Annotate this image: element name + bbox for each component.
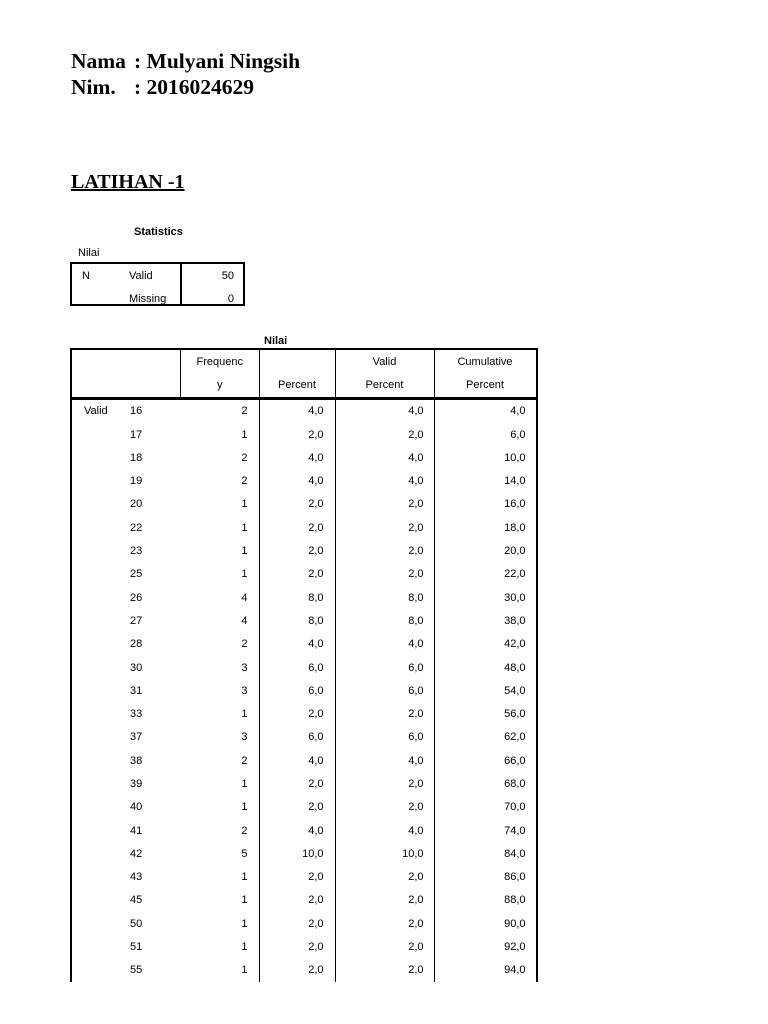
valid-percent-cell: 8,0 xyxy=(335,609,434,632)
frequency-cell: 1 xyxy=(181,493,260,516)
frequency-caption: Nilai xyxy=(264,335,288,347)
group-label-cell xyxy=(71,679,130,702)
statistics-missing-value: 0 xyxy=(227,293,234,305)
statistics-caption: Statistics xyxy=(134,226,183,238)
table-row xyxy=(71,819,537,842)
table-row xyxy=(71,935,537,958)
value-cell: 17 xyxy=(130,428,143,441)
percent-cell: 2,0 xyxy=(259,563,335,586)
cumulative-percent-cell: 74,0 xyxy=(434,819,537,842)
percent-cell: 2,0 xyxy=(259,866,335,889)
percent-cell: 10,0 xyxy=(259,842,335,865)
cumulative-percent-cell: 48,0 xyxy=(434,656,537,679)
cumulative-percent-cell: 10,0 xyxy=(434,446,537,469)
statistics-valid-value: 50 xyxy=(221,270,234,282)
percent-cell: 2,0 xyxy=(259,539,335,562)
name-value: : Mulyani Ningsih xyxy=(134,49,301,73)
cumulative-percent-cell: 14,0 xyxy=(434,469,537,492)
group-label-cell xyxy=(71,819,130,842)
group-label-cell xyxy=(71,959,130,982)
table-row xyxy=(71,609,537,632)
percent-cell: 8,0 xyxy=(259,609,335,632)
frequency-cell: 2 xyxy=(181,819,260,842)
percent-cell: 6,0 xyxy=(259,656,335,679)
valid-percent-cell: 2,0 xyxy=(335,935,434,958)
header-cumulative-2: Percent xyxy=(434,373,537,398)
table-row xyxy=(71,959,537,982)
cumulative-percent-cell: 84,0 xyxy=(434,842,537,865)
value-cell: 23 xyxy=(130,545,143,558)
header-cumulative-1: Cumulative xyxy=(434,349,537,373)
name-label: Nama xyxy=(71,49,126,73)
group-label-valid: Valid xyxy=(71,398,130,423)
valid-percent-cell: 4,0 xyxy=(335,749,434,772)
value-cell: 33 xyxy=(130,708,143,721)
cumulative-percent-cell: 18,0 xyxy=(434,516,537,539)
group-label-cell xyxy=(71,516,130,539)
valid-percent-cell: 4,0 xyxy=(335,398,434,423)
statistics-variable: Nilai xyxy=(78,247,100,259)
group-label-cell xyxy=(71,726,130,749)
frequency-cell: 4 xyxy=(181,609,260,632)
percent-cell: 2,0 xyxy=(259,935,335,958)
frequency-cell: 1 xyxy=(181,796,260,819)
valid-percent-cell: 4,0 xyxy=(335,819,434,842)
frequency-table xyxy=(70,348,538,982)
value-cell: 19 xyxy=(130,475,143,488)
value-cell: 51 xyxy=(130,941,143,954)
table-row xyxy=(71,702,537,725)
percent-cell: 2,0 xyxy=(259,516,335,539)
statistics-valid-label: Valid xyxy=(129,270,153,282)
group-label-cell xyxy=(71,656,130,679)
table-row xyxy=(71,398,537,423)
percent-cell: 4,0 xyxy=(259,398,335,423)
table-row xyxy=(71,563,537,586)
frequency-cell: 2 xyxy=(181,469,260,492)
table-row xyxy=(71,493,537,516)
header-empty-cell xyxy=(130,349,181,373)
percent-cell: 4,0 xyxy=(259,819,335,842)
valid-percent-cell: 6,0 xyxy=(335,656,434,679)
group-label-cell xyxy=(71,539,130,562)
table-row xyxy=(71,469,537,492)
table-row xyxy=(71,749,537,772)
valid-percent-cell: 4,0 xyxy=(335,469,434,492)
value-cell: 31 xyxy=(130,684,143,697)
value-cell: 45 xyxy=(130,894,143,907)
table-row xyxy=(71,656,537,679)
value-cell: 18 xyxy=(130,451,143,464)
table-row xyxy=(71,772,537,795)
header-empty-cell xyxy=(130,373,181,398)
value-cell: 27 xyxy=(130,614,143,627)
group-label-cell xyxy=(71,423,130,446)
statistics-table xyxy=(70,262,245,306)
group-label-cell xyxy=(71,889,130,912)
table-row xyxy=(71,423,537,446)
valid-percent-cell: 2,0 xyxy=(335,866,434,889)
valid-percent-cell: 4,0 xyxy=(335,446,434,469)
group-label-cell xyxy=(71,469,130,492)
valid-percent-cell: 2,0 xyxy=(335,772,434,795)
group-label-cell xyxy=(71,749,130,772)
frequency-cell: 2 xyxy=(181,633,260,656)
group-label-cell xyxy=(71,842,130,865)
value-cell: 20 xyxy=(130,498,143,511)
percent-cell: 6,0 xyxy=(259,679,335,702)
frequency-cell: 1 xyxy=(181,702,260,725)
cumulative-percent-cell: 30,0 xyxy=(434,586,537,609)
header-frequency-1: Frequenc xyxy=(181,349,260,373)
percent-cell: 6,0 xyxy=(259,726,335,749)
table-row xyxy=(71,889,537,912)
value-cell: 40 xyxy=(130,801,143,814)
value-cell: 39 xyxy=(130,777,143,790)
valid-percent-cell: 2,0 xyxy=(335,539,434,562)
table-row xyxy=(71,446,537,469)
cumulative-percent-cell: 20,0 xyxy=(434,539,537,562)
frequency-cell: 1 xyxy=(181,516,260,539)
percent-cell: 2,0 xyxy=(259,772,335,795)
table-row xyxy=(71,866,537,889)
value-cell: 37 xyxy=(130,731,143,744)
valid-percent-cell: 10,0 xyxy=(335,842,434,865)
cumulative-percent-cell: 88,0 xyxy=(434,889,537,912)
table-row xyxy=(71,516,537,539)
frequency-cell: 5 xyxy=(181,842,260,865)
cumulative-percent-cell: 92,0 xyxy=(434,935,537,958)
frequency-cell: 1 xyxy=(181,889,260,912)
cumulative-percent-cell: 6,0 xyxy=(434,423,537,446)
value-cell: 26 xyxy=(130,591,143,604)
cumulative-percent-cell: 70,0 xyxy=(434,796,537,819)
value-cell: 22 xyxy=(130,521,143,534)
group-label-cell xyxy=(71,446,130,469)
cumulative-percent-cell: 54,0 xyxy=(434,679,537,702)
group-label-cell xyxy=(71,493,130,516)
header-valid-percent-2: Percent xyxy=(335,373,434,398)
frequency-cell: 2 xyxy=(181,398,260,423)
cumulative-percent-cell: 4,0 xyxy=(434,398,537,423)
valid-percent-cell: 2,0 xyxy=(335,796,434,819)
valid-percent-cell: 6,0 xyxy=(335,679,434,702)
frequency-cell: 1 xyxy=(181,935,260,958)
cumulative-percent-cell: 16,0 xyxy=(434,493,537,516)
group-label-cell xyxy=(71,935,130,958)
value-cell: 28 xyxy=(130,638,143,651)
statistics-missing-label: Missing xyxy=(129,293,167,305)
header-empty-cell xyxy=(71,349,130,373)
cumulative-percent-cell: 62,0 xyxy=(434,726,537,749)
frequency-cell: 1 xyxy=(181,539,260,562)
value-cell: 38 xyxy=(130,754,143,767)
frequency-cell: 4 xyxy=(181,586,260,609)
valid-percent-cell: 2,0 xyxy=(335,493,434,516)
group-label-cell xyxy=(71,633,130,656)
frequency-cell: 2 xyxy=(181,749,260,772)
frequency-cell: 1 xyxy=(181,912,260,935)
valid-percent-cell: 2,0 xyxy=(335,423,434,446)
table-row xyxy=(71,912,537,935)
value-cell: 43 xyxy=(130,871,143,884)
valid-percent-cell: 6,0 xyxy=(335,726,434,749)
table-row xyxy=(71,539,537,562)
percent-cell: 2,0 xyxy=(259,423,335,446)
group-label-cell xyxy=(71,563,130,586)
header-percent: Percent xyxy=(259,373,335,398)
frequency-cell: 1 xyxy=(181,772,260,795)
value-cell: 55 xyxy=(130,964,143,977)
group-label-cell xyxy=(71,702,130,725)
nim-label: Nim. xyxy=(71,75,116,99)
percent-cell: 4,0 xyxy=(259,469,335,492)
percent-cell: 4,0 xyxy=(259,749,335,772)
percent-cell: 8,0 xyxy=(259,586,335,609)
value-cell: 50 xyxy=(130,917,143,930)
group-label-cell xyxy=(71,866,130,889)
name-row xyxy=(71,48,300,74)
cumulative-percent-cell: 42,0 xyxy=(434,633,537,656)
group-label-cell xyxy=(71,586,130,609)
table-row xyxy=(71,679,537,702)
percent-cell: 4,0 xyxy=(259,446,335,469)
header-percent-1 xyxy=(259,349,335,373)
percent-cell: 4,0 xyxy=(259,633,335,656)
cumulative-percent-cell: 56,0 xyxy=(434,702,537,725)
nim-row xyxy=(71,74,300,100)
header-row-1 xyxy=(71,349,537,373)
frequency-cell: 1 xyxy=(181,423,260,446)
header-frequency-2: y xyxy=(181,373,260,398)
header-empty-cell xyxy=(71,373,130,398)
frequency-cell: 2 xyxy=(181,446,260,469)
valid-percent-cell: 2,0 xyxy=(335,889,434,912)
table-row xyxy=(71,586,537,609)
group-label-cell xyxy=(71,609,130,632)
section-title: LATIHAN -1 xyxy=(71,171,185,193)
valid-percent-cell: 4,0 xyxy=(335,633,434,656)
frequency-cell: 1 xyxy=(181,563,260,586)
cumulative-percent-cell: 22,0 xyxy=(434,563,537,586)
percent-cell: 2,0 xyxy=(259,796,335,819)
frequency-cell: 3 xyxy=(181,679,260,702)
percent-cell: 2,0 xyxy=(259,702,335,725)
table-row xyxy=(71,633,537,656)
value-cell: 30 xyxy=(130,661,143,674)
valid-percent-cell: 2,0 xyxy=(335,702,434,725)
header-valid-percent-1: Valid xyxy=(335,349,434,373)
cumulative-percent-cell: 86,0 xyxy=(434,866,537,889)
cumulative-percent-cell: 38,0 xyxy=(434,609,537,632)
student-header xyxy=(71,48,300,100)
header-row-2 xyxy=(71,373,537,398)
group-label-cell xyxy=(71,796,130,819)
cumulative-percent-cell: 90,0 xyxy=(434,912,537,935)
cumulative-percent-cell: 94,0 xyxy=(434,959,537,982)
table-row xyxy=(71,726,537,749)
valid-percent-cell: 2,0 xyxy=(335,563,434,586)
percent-cell: 2,0 xyxy=(259,912,335,935)
value-cell: 16 xyxy=(130,405,143,418)
table-row xyxy=(71,842,537,865)
percent-cell: 2,0 xyxy=(259,889,335,912)
valid-percent-cell: 8,0 xyxy=(335,586,434,609)
valid-percent-cell: 2,0 xyxy=(335,516,434,539)
group-label-cell xyxy=(71,772,130,795)
valid-percent-cell: 2,0 xyxy=(335,912,434,935)
percent-cell: 2,0 xyxy=(259,493,335,516)
cumulative-percent-cell: 66,0 xyxy=(434,749,537,772)
frequency-cell: 1 xyxy=(181,866,260,889)
value-cell: 25 xyxy=(130,568,143,581)
frequency-cell: 3 xyxy=(181,726,260,749)
statistics-n-label: N xyxy=(82,270,90,282)
group-label-cell xyxy=(71,912,130,935)
table-row xyxy=(71,796,537,819)
nim-value: : 2016024629 xyxy=(134,75,255,99)
frequency-cell: 3 xyxy=(181,656,260,679)
frequency-cell: 1 xyxy=(181,959,260,982)
value-cell: 42 xyxy=(130,847,143,860)
valid-percent-cell: 2,0 xyxy=(335,959,434,982)
percent-cell: 2,0 xyxy=(259,959,335,982)
statistics-divider xyxy=(180,264,182,304)
cumulative-percent-cell: 68,0 xyxy=(434,772,537,795)
value-cell: 41 xyxy=(130,824,143,837)
